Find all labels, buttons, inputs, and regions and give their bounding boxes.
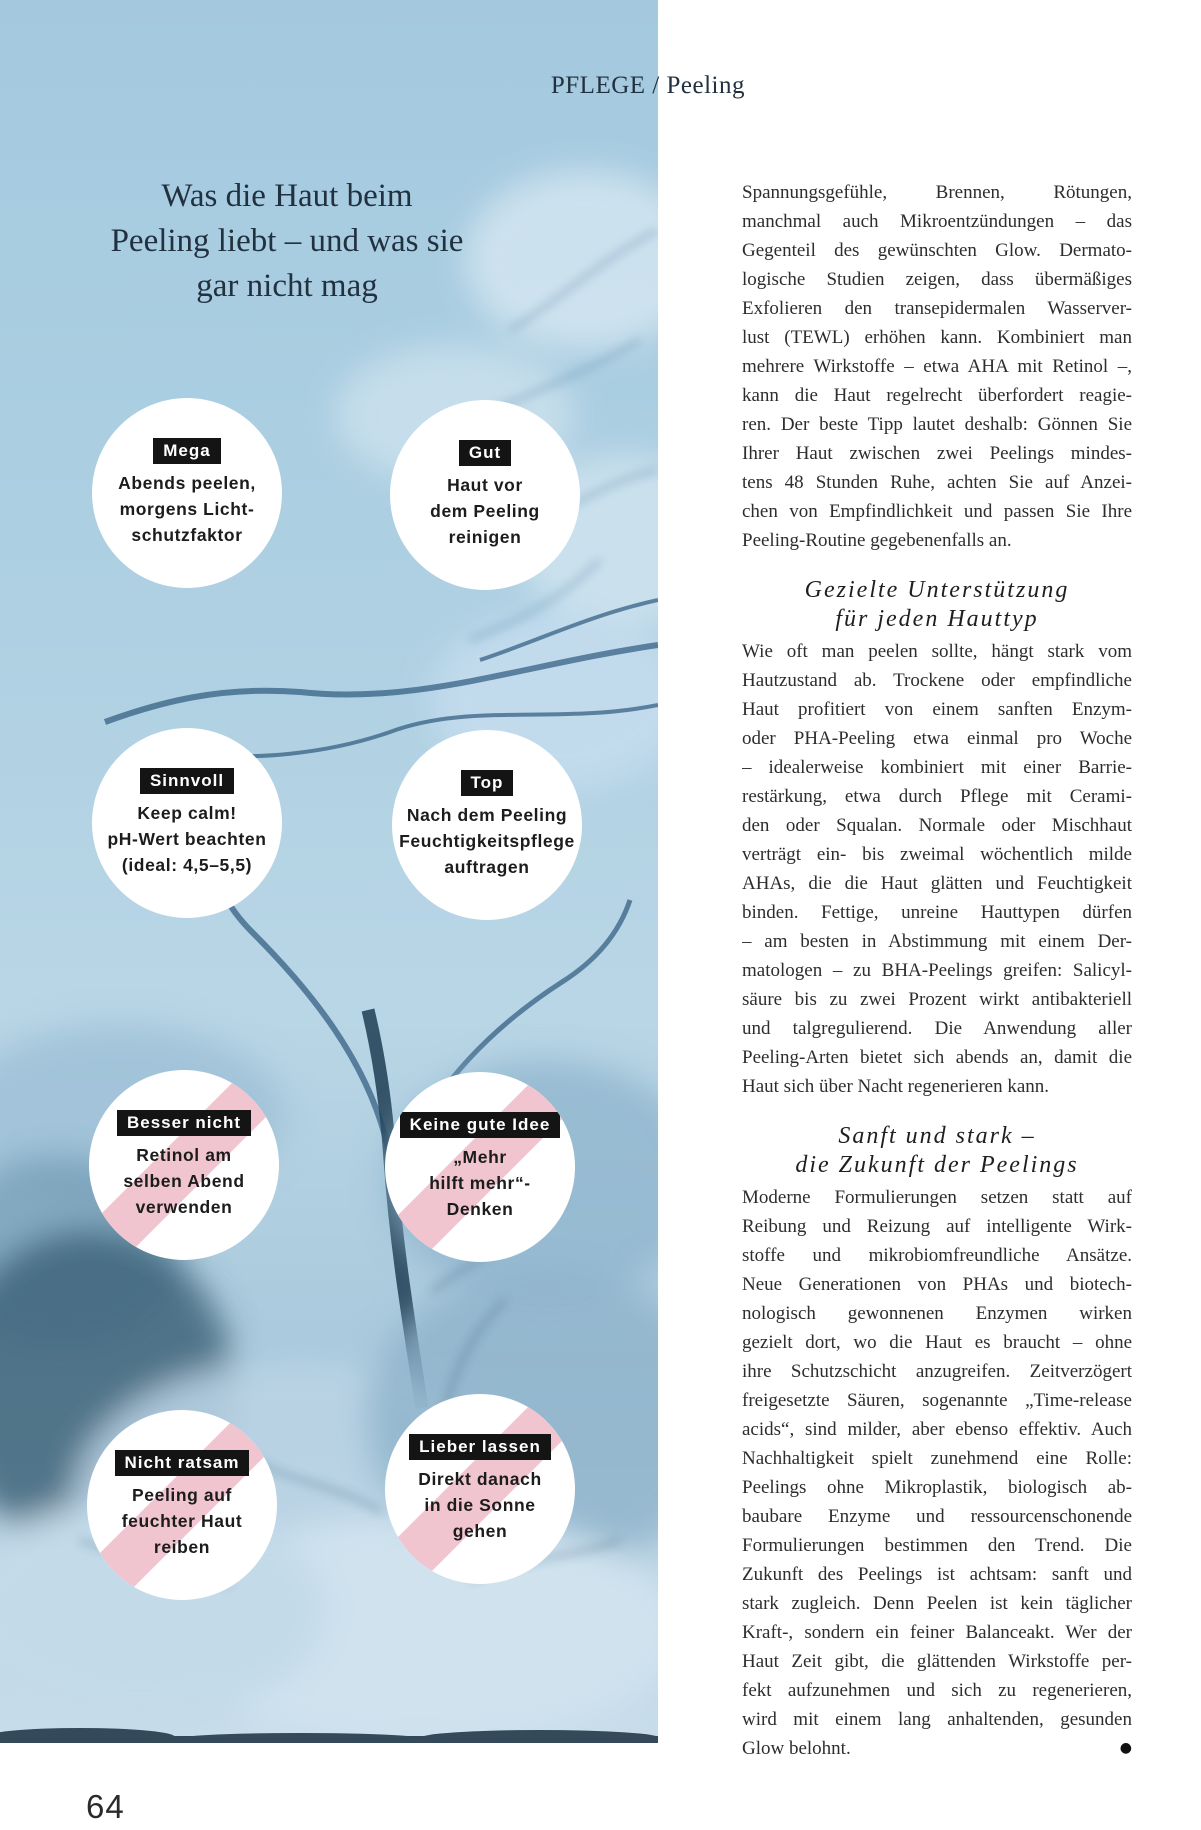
body-paragraph	[742, 178, 1132, 555]
tip-badge: Nicht ratsam	[115, 1450, 250, 1476]
body-text-line: ihre Schutzschicht anzugreifen. Zeitverzögert	[742, 1361, 1132, 1382]
tip-badge: Besser nicht	[117, 1110, 251, 1136]
tip-text-line: Feuchtigkeitspflege	[399, 831, 575, 851]
body-text-line: säure bis zu zwei Prozent wirkt antibakteriell	[742, 989, 1132, 1010]
body-text-line: freigesetzte Säuren, sogenannte „Time-release	[742, 1390, 1132, 1411]
page-number: 64	[86, 1788, 125, 1825]
tip-badge: Keine gute Idee	[400, 1112, 561, 1138]
tip-text-line: schutzfaktor	[131, 525, 243, 545]
body-text-line: chen von Empfindlichkeit und passen Sie Ihre	[742, 501, 1132, 522]
body-text-line: Reibung und Reizung auf intelligente Wirk-	[742, 1216, 1132, 1237]
heading-line: die Zukunft der Peelings	[795, 1152, 1079, 1178]
body-text-line: Glow belohnt. ●	[742, 1734, 1132, 1763]
tip-text-line: auftragen	[444, 857, 530, 877]
body-text-line: stark zugleich. Denn Peelen ist kein täglicher	[742, 1593, 1132, 1614]
tip-text-line: (ideal: 4,5–5,5)	[121, 855, 253, 875]
body-text-line: restärkung, etwa durch Pflege mit Cerami-	[742, 786, 1132, 807]
tip-text-line: Keep calm!	[137, 803, 237, 823]
body-text-line: Hautzustand ab. Trockene oder empfindliche	[742, 670, 1132, 691]
body-text-line: binden. Fettige, unreine Hauttypen dürfen	[742, 902, 1132, 923]
body-text-line: tens 48 Stunden Ruhe, achten Sie auf Anzei-	[742, 472, 1132, 493]
body-text-line: – am besten in Abstimmung mit einem Der-	[742, 931, 1132, 952]
body-text-line: den oder Squalan. Normale oder Mischhaut	[742, 815, 1132, 836]
body-text-line: kann die Haut regelrecht überfordert reagie-	[742, 385, 1132, 406]
body-text-line: Peelings ohne Mikroplastik, biologisch ab-	[742, 1477, 1132, 1498]
body-text-line: oder PHA-Peeling etwa einmal pro Woche	[742, 728, 1132, 749]
body-paragraph	[742, 637, 1132, 1101]
page-title	[57, 174, 517, 309]
tip-bubble	[385, 1072, 575, 1262]
tip-text-line: reinigen	[448, 527, 522, 547]
body-text-line: – idealerweise kombiniert mit einer Barrie-	[742, 757, 1132, 778]
body-text-line: Neue Generationen von PHAs und biotech-	[742, 1274, 1132, 1295]
section-heading	[742, 1122, 1132, 1180]
tip-text-line: dem Peeling	[430, 501, 540, 521]
body-text-line: matologen – zu BHA-Peelings greifen: Salicyl-	[742, 960, 1132, 981]
kicker-separator: /	[645, 72, 667, 99]
kicker-topic: Peeling	[666, 72, 745, 99]
tip-bubble	[87, 1410, 277, 1600]
tip-badge: Top	[461, 770, 514, 796]
tip-badge: Sinnvoll	[140, 768, 234, 794]
body-text-line: logische Studien zeigen, dass übermäßiges	[742, 269, 1132, 290]
body-text-line: wird mit einem lang anhaltenden, gesunden	[742, 1709, 1132, 1730]
tip-text-line: Abends peelen,	[118, 473, 256, 493]
body-text-line: acids“, sind milder, aber ebenso effektiv. Auch	[742, 1419, 1132, 1440]
tip-text-line: feuchter Haut	[121, 1511, 243, 1531]
article-column	[742, 178, 1132, 1763]
tip-bubble	[390, 400, 580, 590]
body-text-line: nologisch gewonnenen Enzymen wirken	[742, 1303, 1132, 1324]
body-text-line: baubare Enzyme und ressourcenschonende	[742, 1506, 1132, 1527]
body-text-line: Haut sich über Nacht regenerieren kann.	[742, 1076, 1050, 1097]
body-text-line: verträgt ein- bis zweimal wöchentlich milde	[742, 844, 1132, 865]
tip-text-line: Denken	[446, 1199, 514, 1219]
title-line: Was die Haut beim	[161, 178, 413, 214]
body-text-line: lust (TEWL) erhöhen kann. Kombiniert man	[742, 327, 1132, 348]
tip-text-line: reiben	[153, 1537, 211, 1557]
tip-text-line: Direkt danach	[418, 1469, 542, 1489]
tip-badge: Lieber lassen	[409, 1434, 551, 1460]
body-text-line: Wie oft man peelen sollte, hängt stark vom	[742, 641, 1132, 662]
kicker-section: PFLEGE	[550, 72, 646, 99]
body-text-line: mehrere Wirkstoffe – etwa AHA mit Retinol –,	[742, 356, 1132, 377]
tip-text-line: Haut vor	[447, 475, 523, 495]
body-text-line: Ihrer Haut zwischen zwei Peelings mindes-	[742, 443, 1132, 464]
section-heading	[742, 576, 1132, 634]
body-text-line: Formulierungen bestimmen den Trend. Die	[742, 1535, 1132, 1556]
tip-badge: Mega	[153, 438, 220, 464]
body-text-line: Zukunft des Peelings ist achtsam: sanft und	[742, 1564, 1132, 1585]
tip-text-line: selben Abend	[123, 1171, 245, 1191]
body-text-line: Haut profitiert von einem sanften Enzym-	[742, 699, 1132, 720]
title-line: gar nicht mag	[196, 268, 378, 304]
body-text-line: gezielt dort, wo die Haut es braucht – ohne	[742, 1332, 1132, 1353]
body-text-line: Moderne Formulierungen setzen statt auf	[742, 1187, 1132, 1208]
tip-text-line: gehen	[452, 1521, 508, 1541]
body-text-line: AHAs, die die Haut glätten und Feuchtigkeit	[742, 873, 1132, 894]
body-text-line: Peeling-Routine gegebenenfalls an.	[742, 530, 1012, 551]
kicker	[420, 72, 745, 100]
body-text-line: Peeling-Arten bietet sich abends an, damit die	[742, 1047, 1132, 1068]
tip-text-line: hilft mehr“-	[429, 1173, 531, 1193]
body-text-line: Haut Zeit gibt, die glättenden Wirkstoffe per-	[742, 1651, 1132, 1672]
title-line: Peeling liebt – und was sie	[110, 223, 464, 259]
tip-bubble	[92, 398, 282, 588]
body-text-line: fekt aufzunehmen und sich zu regenerieren,	[742, 1680, 1132, 1701]
tip-bubble	[89, 1070, 279, 1260]
tip-text-line: pH-Wert beachten	[107, 829, 267, 849]
heading-line: Gezielte Unterstützung	[804, 577, 1070, 603]
tip-text-line: Nach dem Peeling	[406, 805, 568, 825]
tip-text-line: Retinol am	[136, 1145, 232, 1165]
body-text-line: Kraft-, sondern ein feiner Balanceakt. Wer der	[742, 1622, 1132, 1643]
tip-text-line: verwenden	[135, 1197, 233, 1217]
tip-bubble	[385, 1394, 575, 1584]
body-text-line: Nachhaltigkeit spielt zunehmend eine Rolle:	[742, 1448, 1132, 1469]
tip-text-line: morgens Licht-	[119, 499, 255, 519]
tip-text-line: „Mehr	[453, 1147, 507, 1167]
tip-badge: Gut	[459, 440, 511, 466]
heading-line: Sanft und stark –	[838, 1123, 1036, 1149]
tip-bubble	[392, 730, 582, 920]
tip-text-line: in die Sonne	[424, 1495, 536, 1515]
body-text-line: Gegenteil des gewünschten Glow. Dermato-	[742, 240, 1132, 261]
tip-bubble	[92, 728, 282, 918]
tip-text-line: Peeling auf	[132, 1485, 232, 1505]
body-text-line: Spannungsgefühle, Brennen, Rötungen,	[742, 182, 1132, 203]
body-paragraph	[742, 1183, 1132, 1763]
body-text-line: ren. Der beste Tipp lautet deshalb: Gönnen Sie	[742, 414, 1132, 435]
body-text-line: Exfolieren den transepidermalen Wasserver-	[742, 298, 1132, 319]
body-text-line: stoffe und mikrobiomfreundliche Ansätze.	[742, 1245, 1132, 1266]
heading-line: für jeden Hauttyp	[835, 606, 1039, 632]
article-end-mark: ●	[1119, 1740, 1132, 1756]
body-text-line: und talgregulierend. Die Anwendung aller	[742, 1018, 1132, 1039]
body-text-line: manchmal auch Mikroentzündungen – das	[742, 211, 1132, 232]
